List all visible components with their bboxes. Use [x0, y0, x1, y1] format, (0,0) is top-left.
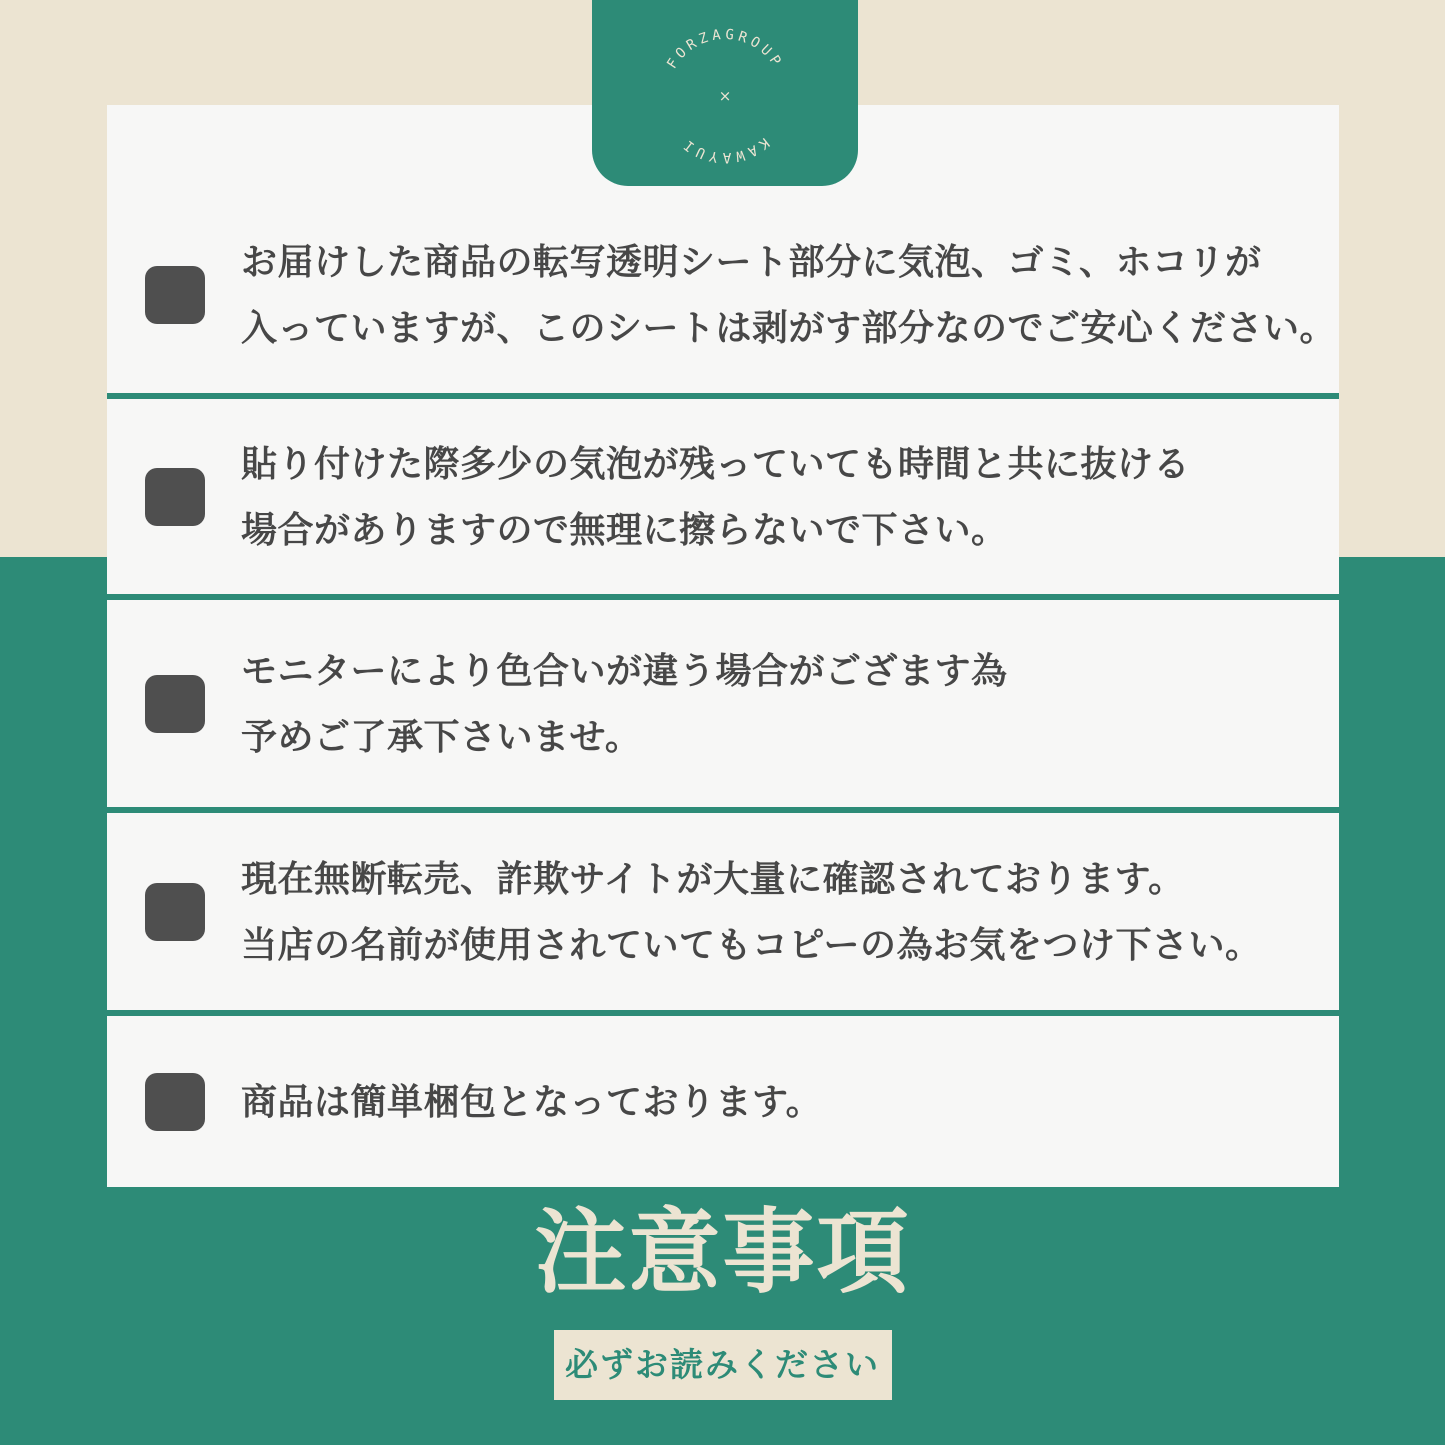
brand-badge [592, 0, 858, 186]
brand-x-mark: × [718, 87, 732, 105]
notice-text [241, 431, 1190, 563]
notice-text [241, 846, 1262, 978]
must-read-label: 必ずお読みください [554, 1330, 892, 1400]
notice-line: 当店の名前が使用されていてもコピーの為お気をつけ下さい。 [241, 923, 1262, 965]
notice-line: 商品は簡単梱包となっております。 [241, 1080, 823, 1122]
notice-panel [107, 105, 1339, 1187]
notice-line: 貼り付けた際多少の気泡が残っていても時間と共に抜ける [241, 442, 1191, 484]
notice-text [241, 229, 1336, 361]
brand-bottom-text: KAWAYUI [678, 134, 772, 166]
svg-text:KAWAYUI [678, 134, 772, 165]
brand-logo-icon [592, 0, 858, 186]
notice-text [241, 638, 1008, 770]
checkbox-icon [145, 883, 205, 941]
svg-text:FORZAGROUP [664, 27, 786, 72]
notice-text [241, 1069, 822, 1135]
notice-item-5 [107, 1016, 1339, 1187]
checkbox-icon [145, 266, 205, 324]
notice-line: 場合がありますので無理に擦らないで下さい。 [241, 508, 1008, 550]
notice-item-3 [107, 600, 1339, 807]
checkbox-icon [145, 1073, 205, 1131]
notice-line: 現在無断転売、詐欺サイトが大量に確認されております。 [241, 857, 1185, 899]
notice-item-2 [107, 399, 1339, 594]
footer [0, 1202, 1445, 1400]
notice-line: モニターにより色合いが違う場合がござます為 [241, 649, 1008, 691]
notice-line: お届けした商品の転写透明シート部分に気泡、ゴミ、ホコリが [241, 241, 1262, 282]
brand-top-text: FORZAGROUP [664, 26, 786, 72]
checkbox-icon [145, 468, 205, 526]
notice-item-4 [107, 813, 1339, 1010]
notice-line: 予めご了承下さいませ。 [241, 715, 642, 757]
notice-line: 入っていますが、このシートは剥がす部分なのでご安心ください。 [241, 307, 1337, 348]
checkbox-icon [145, 675, 205, 733]
page-title: 注意事項 [534, 1202, 911, 1304]
